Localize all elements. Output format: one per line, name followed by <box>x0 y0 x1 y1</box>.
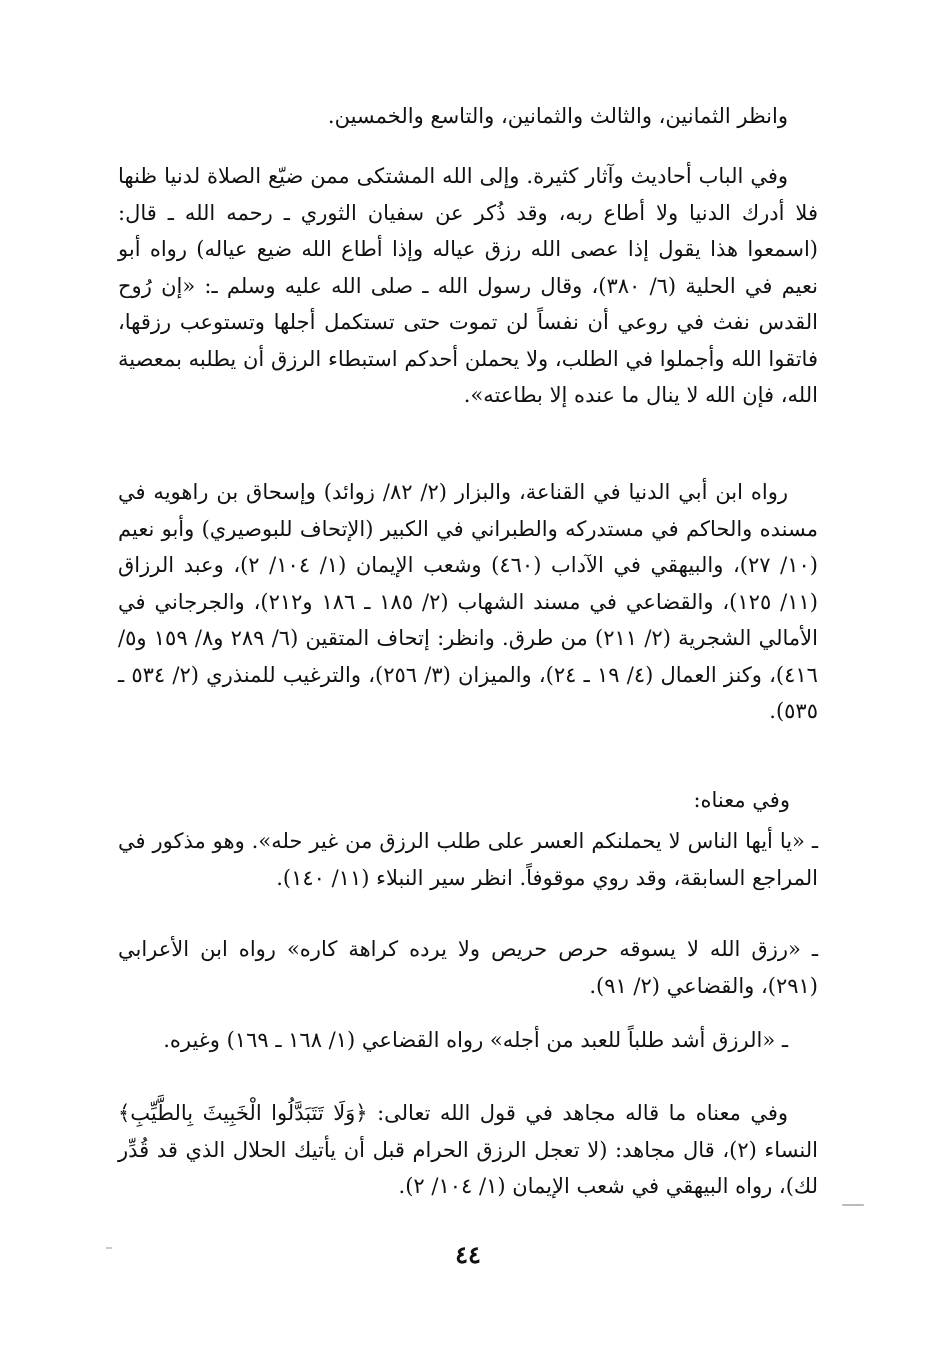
page-number: ٤٤ <box>455 1240 481 1269</box>
corner-mark <box>106 1247 112 1249</box>
margin-mark <box>842 1204 864 1206</box>
paragraph-2: وفي الباب أحاديث وآثار كثيرة. وإلى الله المشتكى ممن ضيّع الصلاة لدنيا ظنها فلا أدرك الدنيا ولا أطاع ربه، وقد ذُكر عن سفيان الثوري ـ رحمه الله ـ قال: (اسمعوا هذا يقول إذا عصى الله رزق عياله وإذا أطاع الله ضيع عياله) رواه أبو نعيم في الحلية (٦/ ٣٨٠)، وقال رسول الله ـ صلى الله عليه وسلم ـ: «إن رُوح القدس نفث في روعي أن نفساً لن تموت حتى تستكمل أجلها وتستوعب رزقها، فاتقوا الله وأجملوا في الطلب، ولا يحملن أحدكم استبطاء الرزق أن يطلبه بمعصية الله، فإن الله لا ينال ما عنده إلا بطاعته». <box>118 164 818 407</box>
paragraph-6: ـ «رزق الله لا يسوقه حرص حريص ولا يرده كراهة كاره» رواه ابن الأعرابي (٢٩١)، والقضاعي (٢/ ٩١). <box>118 937 818 998</box>
paragraph-8: وفي معناه ما قاله مجاهد في قول الله تعالى: ﴿وَلَا تَتَبَدَّلُوا الْخَبِيثَ بِالطَّيِّبِ﴾ النساء (٢)، قال مجاهد: (لا تعجل الرزق الحرام قبل أن يأتيك الحلال الذي قد قُدِّر لك)، رواه البيهقي في شعب الإيمان (١/ ١٠٤/ ٢). <box>118 1101 818 1198</box>
paragraph-5: ـ «يا أيها الناس لا يحملنكم العسر على طلب الرزق من غير حله». وهو مذكور في المراجع السابقة، وقد روي موقوفاً. انظر سير النبلاء (١١/ ١٤٠). <box>118 829 818 890</box>
book-page <box>118 92 818 1352</box>
paragraph-1: وانظر الثمانين، والثالث والثمانين، والتاسع والخمسين. <box>327 104 788 128</box>
paragraph-4-heading: وفي معناه: <box>693 788 790 812</box>
paragraph-7: ـ «الرزق أشد طلباً للعبد من أجله» رواه القضاعي (١/ ١٦٨ ـ ١٦٩) وغيره. <box>163 1028 788 1052</box>
paragraph-3: رواه ابن أبي الدنيا في القناعة، والبزار (٢/ ٨٢/ زوائد) وإسحاق بن راهويه في مسنده والحاكم في مستدركه والطبراني في الكبير (الإتحاف للبوصيري) وأبو نعيم (١٠/ ٢٧)، والبيهقي في الآداب (٤٦٠) وشعب الإيمان (١/ ١٠٤/ ٢)، وعبد الرزاق (١١/ ١٢٥)، والقضاعي في مسند الشهاب (٢/ ١٨٥ ـ ١٨٦ و٢١٢)، والجرجاني في الأمالي الشجرية (٢/ ٢١١) من طرق. وانظر: إتحاف المتقين (٦/ ٢٨٩ و٨/ ١٥٩ و٥/ ٤١٦)، وكنز العمال (٤/ ١٩ ـ ٢٤)، والميزان (٣/ ٢٥٦)، والترغيب للمنذري (٢/ ٥٣٤ ـ ٥٣٥). <box>118 480 818 723</box>
